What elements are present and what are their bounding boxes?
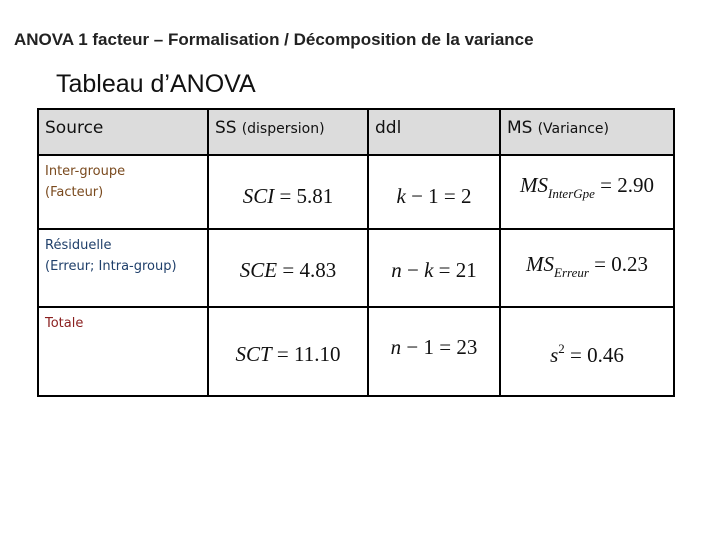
cell-ddl-residual: n − k = 21 <box>368 229 500 307</box>
row-sublabel-inter: (Facteur) <box>45 185 104 200</box>
cell-ss-residual: SCE = 4.83 <box>208 229 368 307</box>
ddl-one-total: 1 <box>423 335 434 359</box>
row-label-total: Totale <box>45 316 84 331</box>
ss-value-total: 11.10 <box>294 342 341 366</box>
cell-ss-total: SCT = 11.10 <box>208 307 368 396</box>
ms-superscript-total: 2 <box>558 341 565 356</box>
ss-value-residual: 4.83 <box>299 257 337 282</box>
header-source <box>38 109 208 155</box>
ms-subscript-residual: Erreur <box>554 264 589 280</box>
slide-title: ANOVA 1 facteur – Formalisation / Décomposition de la variance <box>14 30 534 49</box>
ms-subscript-inter: InterGpe <box>547 185 595 201</box>
anova-table <box>37 108 675 397</box>
ddl-lhs-inter: k <box>396 183 406 208</box>
ddl-lhs1-residual: n <box>391 257 402 282</box>
ss-symbol-inter: SCI <box>242 183 275 208</box>
header-source-label: Source <box>45 118 104 138</box>
ddl-one-inter: 1 <box>428 183 439 208</box>
ms-symbol-total: s <box>550 343 559 367</box>
section-heading: Tableau d’ANOVA <box>56 70 256 98</box>
header-ms-sublabel: (Variance) <box>537 121 609 137</box>
ddl-value-total: 23 <box>456 335 478 359</box>
ms-symbol-residual: MS <box>526 251 554 276</box>
cell-ms-inter: $MS_{InterGpe} = 2.90$ <box>500 155 674 229</box>
cell-ms-total: $s^2 = 0.46$ <box>500 307 674 396</box>
cell-ss-inter: SCI = 5.81 <box>208 155 368 229</box>
header-ss <box>208 109 368 155</box>
ddl-value-inter: 2 <box>461 183 472 208</box>
header-ddl <box>368 109 500 155</box>
header-ms <box>500 109 674 155</box>
row-label-inter: Inter-groupe <box>45 164 126 179</box>
row-label-residual: Résiduelle <box>45 238 112 253</box>
table-row-residual <box>38 229 674 307</box>
cell-source-residual <box>38 229 208 307</box>
header-ddl-label: ddl <box>375 118 402 138</box>
ms-value-residual: 0.23 <box>611 251 648 276</box>
ms-symbol-inter: MS <box>519 172 548 197</box>
header-ms-label: MS <box>507 118 533 138</box>
ss-symbol-residual: SCE <box>239 257 278 282</box>
ddl-lhs-total: n <box>390 335 402 359</box>
cell-ms-residual: $MS_{Erreur} = 0.23$ <box>500 229 674 307</box>
ms-value-inter: 2.90 <box>617 172 655 197</box>
ms-value-total: 0.46 <box>587 343 624 367</box>
row-sublabel-residual: (Erreur; Intra-group) <box>45 259 177 274</box>
ddl-value-residual: 21 <box>455 257 477 282</box>
cell-source-total <box>38 307 208 396</box>
table-header-row <box>38 109 674 155</box>
header-ss-sublabel: (dispersion) <box>241 121 325 137</box>
cell-ddl-total: n − 1 = 23 <box>368 307 500 396</box>
table-row-inter <box>38 155 674 229</box>
cell-ddl-inter: k − 1 = 2 <box>368 155 500 229</box>
ss-value-inter: 5.81 <box>296 183 334 208</box>
table-row-total <box>38 307 674 396</box>
cell-source-inter <box>38 155 208 229</box>
header-ss-label: SS <box>215 118 237 138</box>
ss-symbol-total: SCT <box>235 342 272 366</box>
ddl-lhs2-residual: k <box>424 257 434 282</box>
